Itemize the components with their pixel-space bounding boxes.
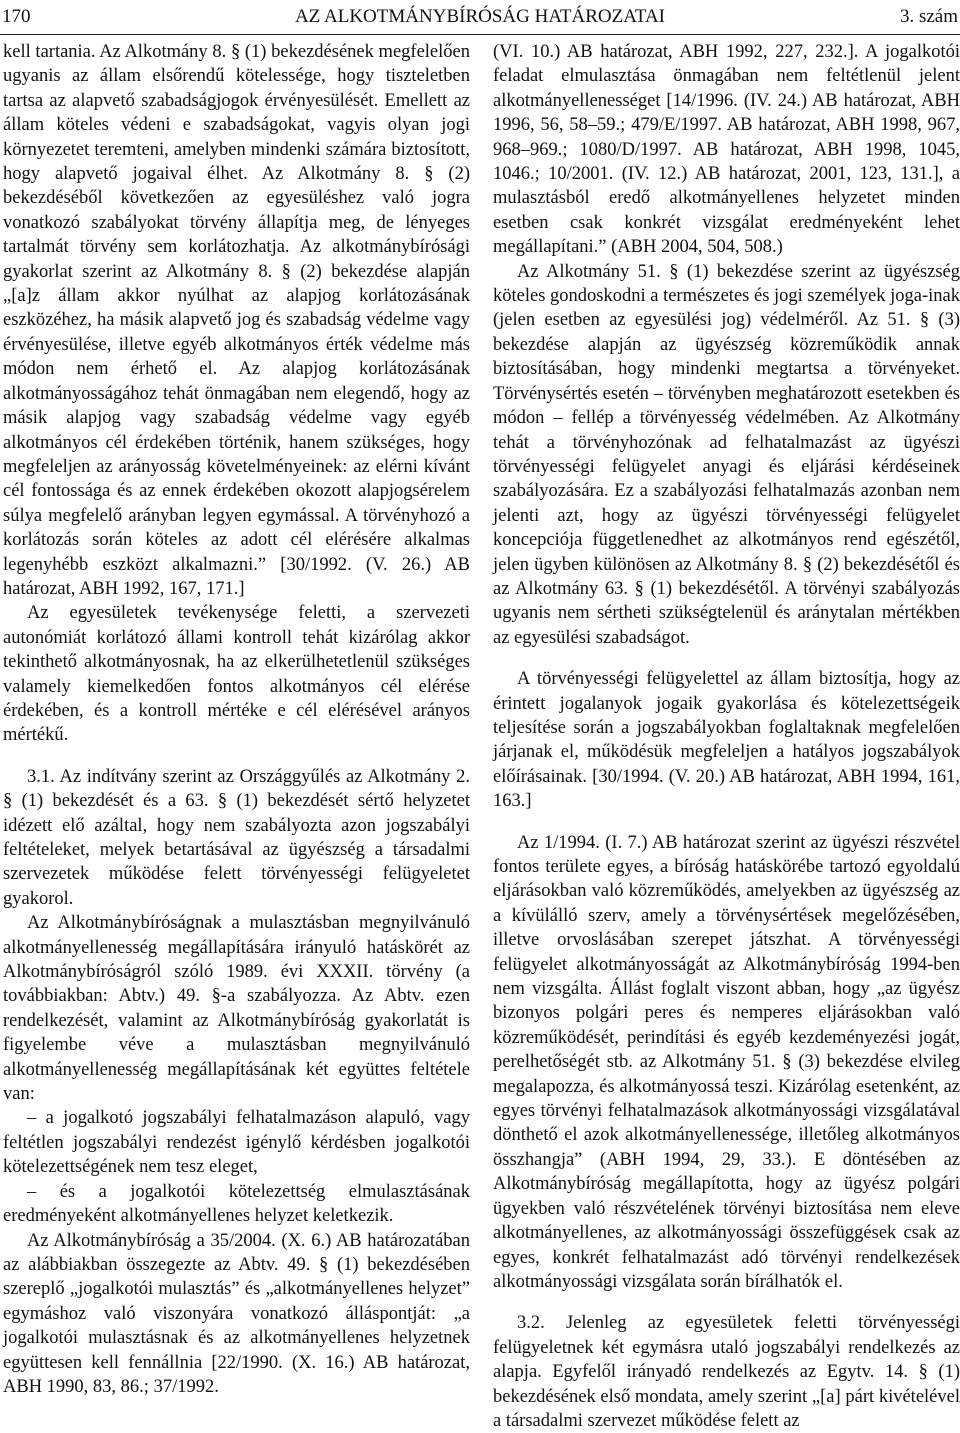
paragraph: kell tartania. Az Alkotmány 8. § (1) bekezdésének megfelelően ugyanis az állam elsőrendű kötelessége, hogy tiszteletben tartsa az alapvető szabadságjogok érvényesülését. Emellett az állam köteles védeni e szabadságokat, vagyis olyan jogi környezetet teremteni, amelyben mindenki számára biztosított, hogy alapvető jogaival élhet. Az Alkotmány 8. § (2) bekezdéséből következően az egyesüléshez való jogra vonatkozó szabályokat törvény állapítja meg, de lényeges tartalmát törvény sem korlátozhatja. Az alkotmánybírósági gyakorlat szerint az Alkotmány 8. § (2) bekezdése alapján „[a]z állam akkor nyúlhat az alapjog korlátozásának eszközéhez, ha másik alapvető jog és szabadság védelme vagy érvényesülése, illetve egyéb alkotmányos érték védelme más módon nem érhető el. Az alapjog korlátozásának alkotmányosságához tehát önmagában nem elegendő, hogy az másik alapjog vagy szabadság védelme vagy egyéb alkotmányos cél érdekében történik, hanem szükséges, hogy megfeleljen az arányosság követelményeinek: az elérni kívánt cél fontossága és az ennek érdekében okozott alapjogsérelem súlya megfelelő arányban legyen egymással. A törvényhozó a korlátozás során köteles az adott cél elérésére alkalmas legenyhébb eszközt alkalmazni.” [30/1992. (V. 26.) AB határozat, ABH 1992, 167, 171.] [3,42,470,599]
paragraph: Az 1/1994. (I. 7.) AB határozat szerint az ügyészi részvétel fontos területe egyes, a bíróság hatáskörébe tartozó egyoldalú eljárásokban való közreműködés, amelyekben az ügyészség az a kívülálló szerv, amely a törvénysértések megelőzésében, illetve orvoslásában szerepet játszhat. A törvényességi felügyelet alkotmányosságát az Alkotmánybíróság 1994-ben nem vizsgálta. Állást foglalt viszont abban, hogy „az ügyész bizonyos polgári peres és nemperes eljárásokban való közreműködését, perindítási és egyéb kezdeményezési jogát, perelhetőségét stb. az Alkotmány 51. § (3) bekezdése elvileg megalapozza, és alkotmányossá teszi. Kizárólag esetenként, az egyes törvényi felhatalmazások alkotmányossági vizsgálatával dönthető el azok alkotmányellenessége, illetőleg alkotmányos összhangja” (ABH 1994, 29, 33.). E döntésében az Alkotmánybíróság megállapította, hogy az ügyész polgári ügyekben való részvételének törvényi biztosítása nem eleve alkotmányellenes, az alkotmányossági összefüggések csak az egyes, konkrét felhatalmazást adó törvényi rendelkezések alkotmányossági vizsgálata során bírálhatók el. [493,832,960,1292]
paragraph: Az egyesületek tevékenysége feletti, a szervezeti autonómiát korlátozó állami kontroll tehát kizárólag akkor tekinthető alkotmányosnak, ha az elkerülhetetlenül szükséges valamely kiemelkedően fontos alkotmányos cél elérése érdekében, és a kontroll mértéke e cél elérésével arányos mértékű. [3,603,470,746]
running-header [0,0,960,34]
paragraph: 3.1. Az indítvány szerint az Országgyűlés az Alkotmány 2. § (1) bekezdését és a 63. § (1) bekezdését sértő helyzetet idézett elő azáltal, hogy nem szabályozta azon jogszabályi feltételeket, melyek betartásával az ügyészség a társadalmi szervezetek működése felett törvényességi felügyeletet gyakorol. [3,766,470,909]
page-number: 170 [2,6,31,27]
paragraph: (VI. 10.) AB határozat, ABH 1992, 227, 232.]. A jogalkotói feladat elmulasztása önmagában nem feltétlenül jelent alkotmányellenességet [14/1996. (IV. 24.) AB határozat, ABH 1996, 56, 58–59.; 479/E/1997. AB határozat, ABH 1998, 967, 968–969.; 1080/D/1997. AB határozat, ABH 1998, 1045, 1046.; 10/2001. (IV. 12.) AB határozat, 2001, 123, 131.], a mulasztásból eredő alkotmányellenes helyzetet minden esetben csak konkrét vizsgálat eredményeként lehet megállapítani.” (ABH 2004, 504, 508.) [493,42,960,258]
left-column [3,40,470,1397]
paragraph: A törvényességi felügyelettel az állam biztosítja, hogy az érintett jogalanyok jogaik gyakorlása és kötelezettségeik teljesítése során a jogszabályokban foglaltaknak megfelelően járjanak el, működésük megfeleljen a hatályos jogszabályok előírásainak. [30/1994. (V. 20.) AB határozat, ABH 1994, 161, 163.] [493,669,960,812]
paragraph: – és a jogalkotói kötelezettség elmulasztásának eredményeként alkotmányellenes helyzet keletkezik. [3,1181,470,1227]
issue-number: 3. szám [899,6,958,27]
paragraph: 3.2. Jelenleg az egyesületek feletti törvényességi felügyeletnek két egymásra utaló jogszabályi rendelkezés az alapja. Egyfelől irányadó rendelkezés az Egytv. 14. § (1) bekezdésének első mondata, amely szerint „[a] párt kivételével a társadalmi szervezet működése felett az [493,1313,960,1431]
right-column [493,40,960,1431]
running-title: AZ ALKOTMÁNYBÍRÓSÁG HATÁROZATAI [294,6,666,27]
paragraph: Az Alkotmány 51. § (1) bekezdése szerint az ügyészség köteles gondoskodni a természetes és jogi személyek joga-inak (jelen esetben az egyesülési jog) védelméről. Az 51. § (3) bekezdése alapján az ügyészség közreműködik annak biztosításában, hogy mindenki megtartsa a törvényeket. Törvénysértés esetén – törvényben meghatározott esetekben és módon – fellép a törvényesség védelmében. Az Alkotmány tehát a törvényhozónak ad felhatalmazást az ügyészi törvényességi felügyelet anyagi és eljárási kérdéseinek szabályozására. Ez a szabályozási felhatalmazás azonban nem jelenti azt, hogy az ügyészi törvényességi felügyelet koncepciója függetlenedhet az alkotmányos rend egészétől, jelen ügyben különösen az Alkotmány 8. § (2) bekezdésétől és az Alkotmány 63. § (1) bekezdésétől. A törvényi szabályozás ugyanis nem sértheti szükségtelenül és aránytalan mértékben az egyesülési szabadságot. [493,261,960,648]
header-rule [0,34,960,35]
paragraph: – a jogalkotó jogszabályi felhatalmazáson alapuló, vagy feltétlen jogszabályi rendezést igénylő kérdésben jogalkotói kötelezettségének nem tesz eleget, [3,1108,470,1178]
paragraph: Az Alkotmánybíróságnak a mulasztásban megnyilvánuló alkotmányellenesség megállapítására irányuló hatáskörét az Alkotmánybíróságról szóló 1989. évi XXXII. törvény (a továbbiakban: Abtv.) 49. §-a szabályozza. Az Abtv. ezen rendelkezését, valamint az Alkotmánybíróság gyakorlatát is figyelembe véve a mulasztásban megnyilvánuló alkotmányellenesség megállapításának két együttes feltétele van: [3,913,470,1105]
paragraph: Az Alkotmánybíróság a 35/2004. (X. 6.) AB határozatában az alábbiakban összegezte az Abtv. 49. § (1) bekezdésében szereplő „jogalkotói mulasztás” és „alkotmányellenes helyzet” egymáshoz való viszonyára vonatkozó álláspontját: „a jogalkotói mulasztásnak és az alkotmányellenes helyzetnek együttesen kell fennállnia [22/1990. (X. 16.) AB határozat, ABH 1990, 83, 86.; 37/1992. [3,1230,470,1397]
